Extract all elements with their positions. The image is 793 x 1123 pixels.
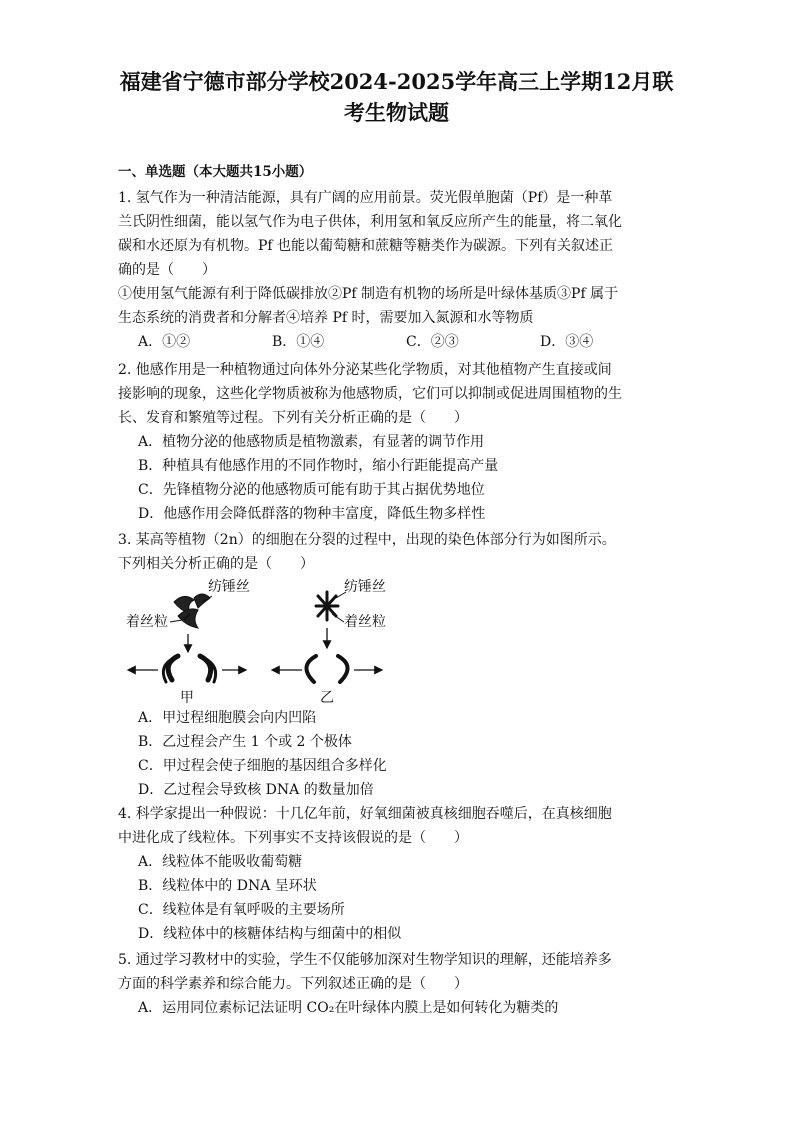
label-centromere-a: 着丝粒 (126, 614, 168, 630)
q3-line: 3. 某高等植物（2n）的细胞在分裂的过程中，出现的染色体部分行为如图所示。 (118, 532, 616, 548)
question-1 (118, 186, 674, 354)
chromatids-separating-b (306, 656, 347, 682)
q1-option-c[interactable]: C．②③ (406, 334, 459, 350)
q5-line: 5. 通过学习教材中的实验，学生不仅能够加深对生物学知识的理解，还能培养多 (118, 952, 612, 968)
q4-option-d[interactable]: D．线粒体中的核糖体结构与细菌中的相似 (138, 926, 402, 942)
q1-option-d[interactable]: D．③④ (540, 334, 594, 350)
q1-line: 1. 氢气作为一种清洁能源，具有广阔的应用前景。荧光假单胞菌（Pf）是一种革 (118, 190, 613, 206)
label-b: 乙 (320, 690, 334, 706)
q4-line: 4. 科学家提出一种假说：十几亿年前，好氧细菌被真核细胞吞噬后，在真核细胞 (118, 806, 612, 822)
figure-a (126, 579, 250, 706)
q2-line: 接影响的现象，这些化学物质被称为他感物质，它们可以抑制或促进周围植物的生 (118, 386, 622, 402)
section-heading: 一、单选题（本大题共15小题） (118, 164, 313, 180)
title-line-2: 考生物试题 (344, 100, 449, 125)
chromosome-figure (118, 576, 408, 708)
q1-option-a[interactable]: A．①② (138, 334, 191, 350)
q1-option-b[interactable]: B．①④ (272, 334, 325, 350)
q1-line: 兰氏阴性细菌，能以氢气作为电子供体，利用氢和氧反应所产生的能量，将二氧化 (118, 214, 622, 230)
q4-option-a[interactable]: A．线粒体不能吸收葡萄糖 (138, 854, 303, 870)
centromere-pointer-a (170, 620, 182, 622)
q4-line: 中进化成了线粒体。下列事实不支持该假说的是（ ） (118, 830, 468, 846)
q2-line: 2. 他感作用是一种植物通过向体外分泌某些化学物质，对其他植物产生直接或间 (118, 362, 612, 378)
label-spindle-a: 纺锤丝 (208, 579, 250, 595)
question-3-options (118, 706, 674, 802)
q4-option-c[interactable]: C．线粒体是有氧呼吸的主要场所 (138, 902, 345, 918)
q3-option-b[interactable]: B．乙过程会产生 1 个或 2 个极体 (138, 734, 352, 750)
q1-line: 生态系统的消费者和分解者④培养 Pf 时，需要加入氮源和水等物质 (118, 310, 534, 326)
q5-line: 方面的科学素养和综合能力。下列叙述正确的是（ ） (118, 976, 468, 992)
q3-option-a[interactable]: A．甲过程细胞膜会向内凹陷 (138, 710, 317, 726)
q2-option-d[interactable]: D．他感作用会降低群落的物种丰富度，降低生物多样性 (138, 506, 486, 522)
label-spindle-b: 纺锤丝 (344, 579, 386, 595)
figure-b (272, 579, 386, 706)
q2-option-b[interactable]: B．种植具有他感作用的不同作物时，缩小行距能提高产量 (138, 458, 499, 474)
chromosome-pair-a-top (174, 594, 210, 628)
q2-option-a[interactable]: A．植物分泌的他感物质是植物激素，有显著的调节作用 (138, 434, 485, 450)
q1-options (118, 330, 674, 354)
chromosomes-separating-a (163, 656, 215, 682)
q2-line: 长、发育和繁殖等过程。下列有关分析正确的是（ ） (118, 410, 468, 426)
exam-title (60, 66, 733, 128)
q1-line: 碳和水还原为有机物。Pf 也能以葡萄糖和蔗糖等糖类作为碳源。下列有关叙述正 (118, 238, 614, 254)
q4-option-b[interactable]: B．线粒体中的 DNA 呈环状 (138, 878, 317, 894)
label-centromere-b: 着丝粒 (344, 614, 386, 630)
q3-option-d[interactable]: D．乙过程会导致核 DNA 的数量加倍 (138, 782, 374, 798)
q5-option-a[interactable]: A．运用同位素标记法证明 CO₂在叶绿体内膜上是如何转化为糖类的 (138, 1000, 559, 1016)
question-4 (118, 802, 674, 946)
question-2 (118, 358, 674, 526)
label-a: 甲 (180, 690, 194, 706)
centromere-pointer-b (332, 614, 344, 622)
q2-option-c[interactable]: C．先锋植物分泌的他感物质可能有助于其占据优势地位 (138, 482, 485, 498)
question-3 (118, 528, 674, 576)
q3-line: 下列相关分析正确的是（ ） (118, 556, 314, 572)
question-5 (118, 948, 674, 1020)
q1-line: ①使用氢气能源有利于降低碳排放②Pf 制造有机物的场所是叶绿体基质③Pf 属于 (118, 286, 619, 302)
title-line-1: 福建省宁德市部分学校2024-2025学年高三上学期12月联 (119, 69, 674, 94)
q1-line: 确的是（ ） (118, 262, 216, 278)
q3-option-c[interactable]: C．甲过程会使子细胞的基因组合多样化 (138, 758, 387, 774)
